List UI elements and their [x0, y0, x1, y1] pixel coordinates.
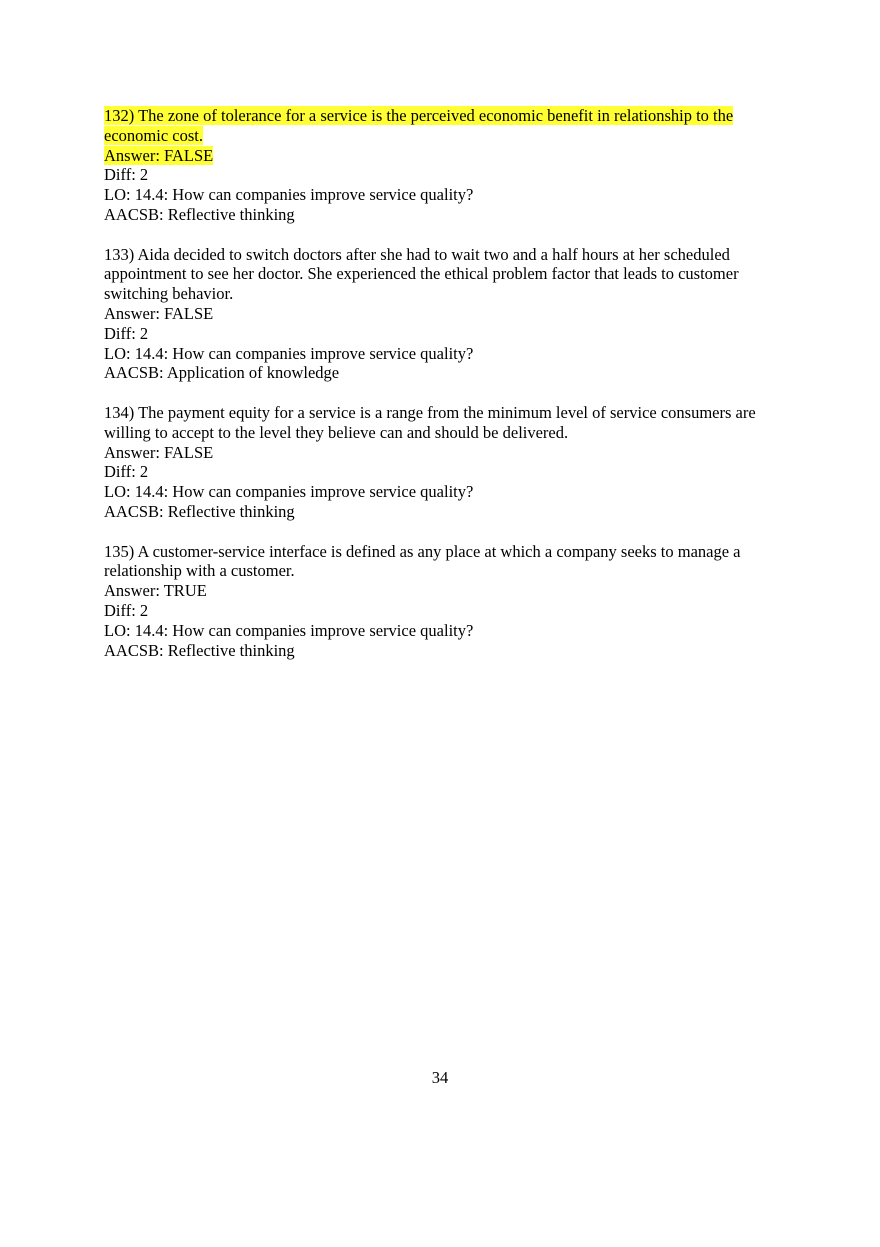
- difficulty-line: Diff: 2: [104, 165, 149, 185]
- answer-line: Answer: TRUE: [104, 581, 207, 601]
- aacsb-line: AACSB: Application of knowledge: [104, 363, 340, 383]
- question-list: [104, 106, 776, 680]
- learning-objective-line: LO: 14.4: How can companies improve service quality?: [104, 185, 474, 205]
- question-133: [104, 245, 776, 384]
- question-stem: 135) A customer-service interface is defined as any place at which a company seeks to manage a relationship with a customer.: [104, 541, 741, 581]
- difficulty-line: Diff: 2: [104, 600, 149, 620]
- difficulty-line: Diff: 2: [104, 323, 149, 343]
- question-135: [104, 542, 776, 661]
- answer-line: Answer: FALSE: [104, 303, 214, 323]
- highlighted-answer-text: Answer: FALSE: [104, 145, 214, 165]
- aacsb-line: AACSB: Reflective thinking: [104, 501, 295, 521]
- aacsb-line: AACSB: Reflective thinking: [104, 204, 295, 224]
- page-number: 34: [431, 1068, 449, 1087]
- learning-objective-line: LO: 14.4: How can companies improve service quality?: [104, 482, 474, 502]
- question-stem: 134) The payment equity for a service is a range from the minimum level of service consumers are willing to accept to the level they believe can and should be delivered.: [104, 402, 756, 442]
- learning-objective-line: LO: 14.4: How can companies improve service quality?: [104, 620, 474, 640]
- difficulty-line: Diff: 2: [104, 462, 149, 482]
- question-134: [104, 403, 776, 522]
- question-132: [104, 106, 776, 225]
- question-stem: [104, 106, 776, 146]
- learning-objective-line: LO: 14.4: How can companies improve service quality?: [104, 343, 474, 363]
- highlighted-question-text: 132) The zone of tolerance for a service is the perceived economic benefit in relationship to the economic cost.: [104, 106, 734, 145]
- question-stem: 133) Aida decided to switch doctors after she had to wait two and a half hours at her scheduled appointment to see her doctor. She experienced the ethical problem factor that leads to customer switching behavior.: [104, 244, 739, 304]
- answer-line: Answer: FALSE: [104, 442, 214, 462]
- aacsb-line: AACSB: Reflective thinking: [104, 640, 295, 660]
- answer-line: [104, 146, 776, 166]
